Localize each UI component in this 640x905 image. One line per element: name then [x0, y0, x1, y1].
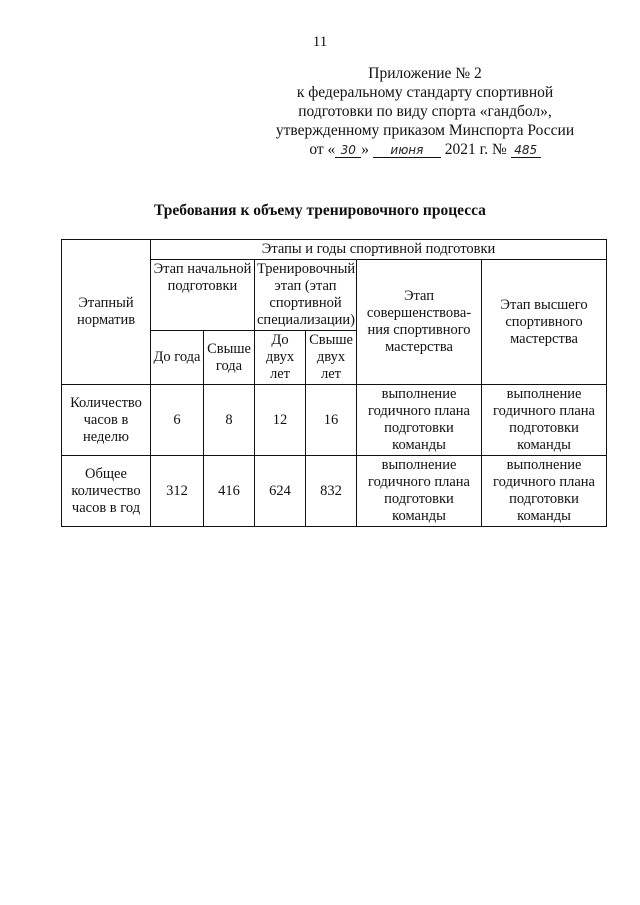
date-close: » [361, 141, 370, 158]
stage-training-header: Тренировочный этап (этап спортивной специализации) [255, 260, 357, 331]
value-cell: выполнение годичного плана подготовки команды [357, 456, 482, 527]
value-cell: выполнение годичного плана подготовки команды [482, 385, 607, 456]
row-label: Общее количество часов в год [62, 456, 151, 527]
row-header-cell: Этапный норматив [62, 240, 151, 385]
header-row-1 [62, 240, 607, 260]
handwritten-day: 30 [335, 143, 361, 158]
handwritten-month: июня [373, 143, 441, 158]
value-cell: 6 [151, 385, 204, 456]
subheader-initial-up-to-year: До года [151, 331, 204, 385]
group-header-cell: Этапы и годы спортивной подготовки [151, 240, 607, 260]
value-cell: 832 [306, 456, 357, 527]
appendix-date-line [265, 140, 585, 159]
value-cell: 624 [255, 456, 306, 527]
handwritten-order-number: 485 [511, 143, 541, 158]
value-cell: 416 [204, 456, 255, 527]
table-row [62, 456, 607, 527]
value-cell: выполнение годичного плана подготовки команды [357, 385, 482, 456]
value-cell: выполнение годичного плана подготовки команды [482, 456, 607, 527]
appendix-line-3: подготовки по виду спорта «гандбол», [298, 103, 552, 120]
subheader-training-over-two: Свыше двух лет [306, 331, 357, 385]
date-prefix: от « [309, 141, 336, 158]
stage-improvement-header: Этап совершенствова-ния спортивного мастерства [357, 260, 482, 385]
stage-initial-header: Этап начальной подготовки [151, 260, 255, 331]
row-label: Количество часов в неделю [62, 385, 151, 456]
value-cell: 312 [151, 456, 204, 527]
appendix-header [265, 64, 585, 159]
document-title: Требования к объему тренировочного процесса [154, 202, 486, 219]
value-cell: 16 [306, 385, 357, 456]
appendix-line-2: к федеральному стандарту спортивной [296, 84, 554, 101]
value-cell: 12 [255, 385, 306, 456]
appendix-line-4: утвержденному приказом Минспорта России [275, 122, 575, 139]
stage-higher-header: Этап высшего спортивного мастерства [482, 260, 607, 385]
subheader-training-up-to-two: До двух лет [255, 331, 306, 385]
page-number: 11 [312, 34, 328, 50]
value-cell: 8 [204, 385, 255, 456]
subheader-initial-over-year: Свыше года [204, 331, 255, 385]
appendix-line-1: Приложение № 2 [368, 65, 482, 82]
date-year: 2021 г. № [444, 141, 507, 158]
requirements-table [61, 239, 607, 527]
table-row [62, 385, 607, 456]
